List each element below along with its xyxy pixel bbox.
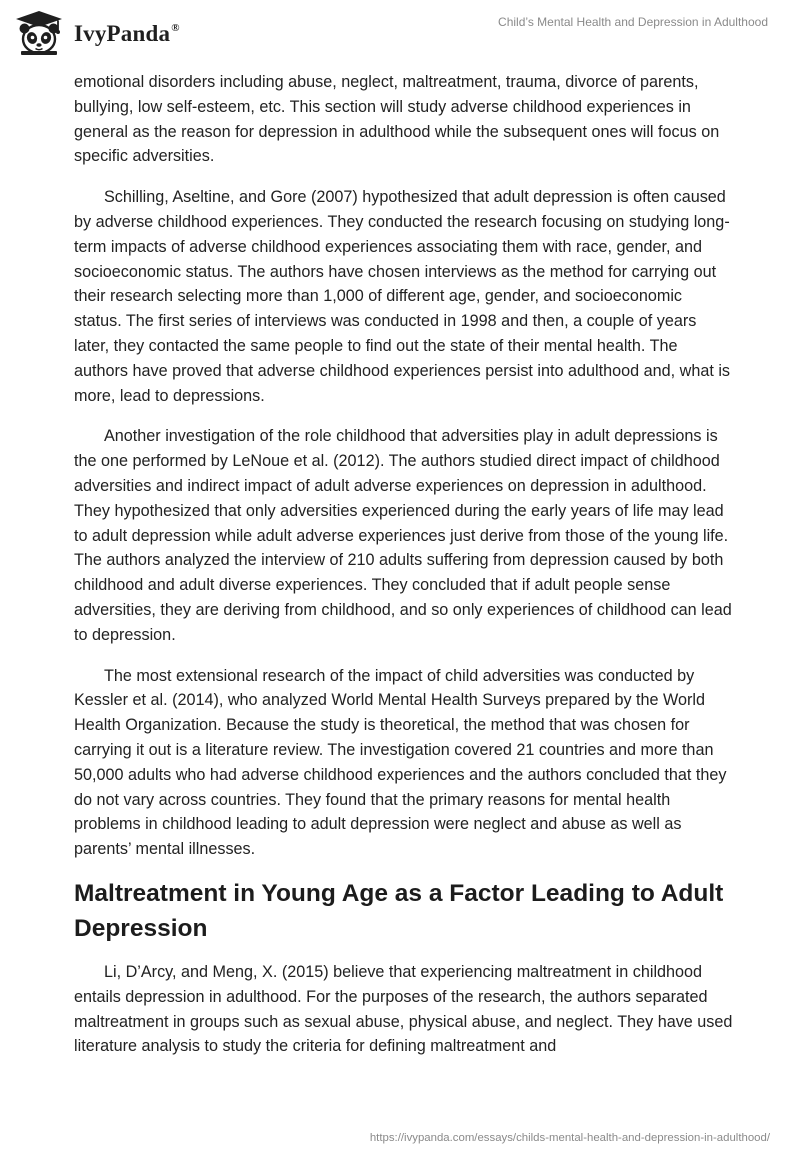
page-header [0, 0, 800, 60]
paragraph: Schilling, Aseltine, and Gore (2007) hypothesized that adult depression is often caused by adverse childhood experiences. They conducted the research focusing on studying long-term impacts of adverse childhood experiences associating them with race, gender, and socioeconomic status. The authors have chosen interviews as the method for carrying out their research selecting more than 1,000 of different age, gender, and socioeconomic status. The first series of interviews was conducted in 1998 and then, a couple of years later, they contacted the same people to find out the state of their mental health. The authors have proved that adverse childhood experiences persist into adulthood and, what is more, lead to depressions. [74, 188, 731, 405]
source-url[interactable]: https://ivypanda.com/essays/childs-mental-health-and-depression-in-adulthood/ [369, 1132, 770, 1144]
running-title: Child’s Mental Health and Depression in Adulthood [498, 15, 768, 29]
registered-mark: ® [171, 22, 180, 34]
logo[interactable] [12, 9, 180, 57]
paragraph: Li, D’Arcy, and Meng, X. (2015) believe that experiencing maltreatment in childhood entails depression in adulthood. For the purposes of the research, the authors separated maltreatment in groups such as sexual abuse, physical abuse, and neglect. They have used literature analysis to study the criteria for defining maltreatment and [74, 962, 733, 1056]
essay-body [74, 70, 734, 1059]
brand-name: IvyPanda® [74, 21, 180, 46]
paragraph: The most extensional research of the impact of child adversities was conducted by Kessler et al. (2014), who analyzed World Mental Health Surveys prepared by the World Health Organization. Because the study is theoretical, the method that was chosen for carrying it out is a literature review. The investigation covered 21 countries and more than 50,000 adults who had adverse childhood experiences and the authors concluded that they do not vary across countries. They found that the primary reasons for mental health problems in childhood leading to adult depression were neglect and abuse as well as parents’ mental illnesses. [74, 666, 727, 859]
section-heading: Maltreatment in Young Age as a Factor Leading to Adult Depression [74, 879, 724, 942]
panda-graduation-cap-icon [12, 9, 66, 57]
paragraph: emotional disorders including abuse, neglect, maltreatment, trauma, divorce of parents, bullying, low self-esteem, etc. This section will study adverse childhood experiences in general as the reason for depression in adulthood while the subsequent ones will focus on specific adversities. [74, 73, 720, 166]
paragraph: Another investigation of the role childhood that adversities play in adult depressions is the one performed by LeNoue et al. (2012). The authors studied direct impact of childhood adversities and indirect impact of adult adverse experiences on depression in adulthood. They hypothesized that only adversities experienced during the early years of life may lead to adult depression while adult adverse experiences just derive from those of the young life. The authors analyzed the interview of 210 adults suffering from depression caused by both childhood and adult diverse experiences. They concluded that if adult people sense adversities, they are deriving from childhood, and so only experiences of childhood can lead to depression. [74, 427, 732, 644]
